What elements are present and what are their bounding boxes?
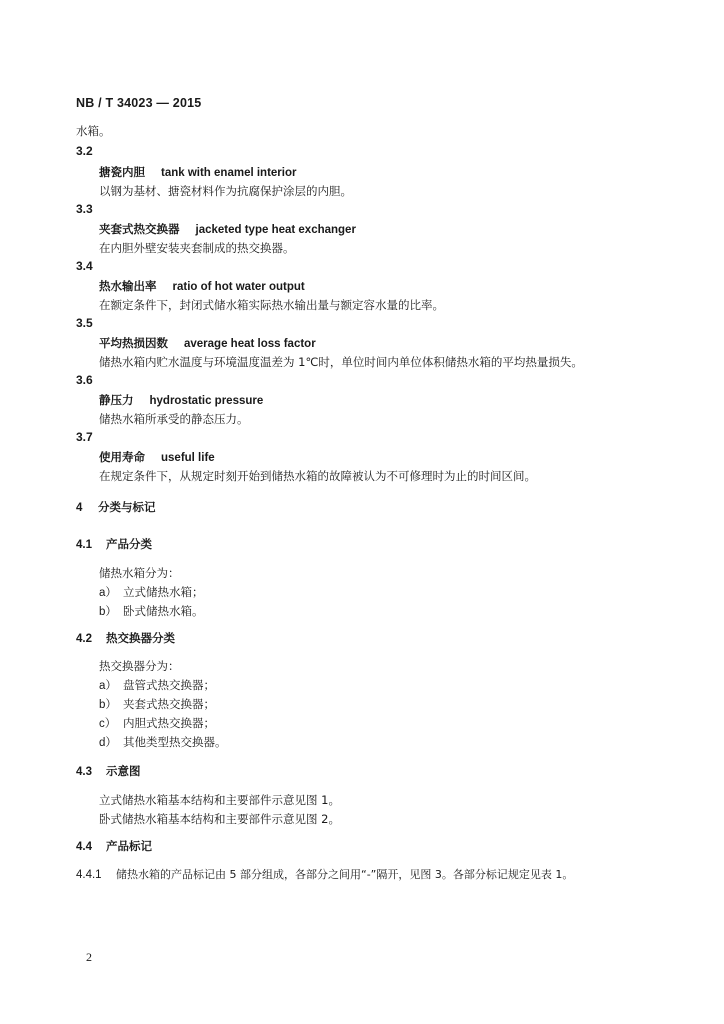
term-number: 3.7 xyxy=(76,430,93,444)
list-label: a） xyxy=(99,587,117,599)
term-definition: 在规定条件下，从规定时刻开始到储热水箱的故障被认为不可修理时为止的时间区间。 xyxy=(99,469,536,483)
term-title xyxy=(99,221,356,237)
list-label: d） xyxy=(99,737,117,749)
list-item xyxy=(99,677,215,693)
list-label: b） xyxy=(99,606,117,618)
term-title xyxy=(99,335,316,351)
list-intro: 储热水箱分为： xyxy=(99,566,180,580)
list-label: a） xyxy=(99,680,117,692)
term-title xyxy=(99,164,296,180)
term-zh: 静压力 xyxy=(99,393,134,407)
subsection-number: 4.1 xyxy=(76,539,92,551)
term-zh: 搪瓷内胆 xyxy=(99,165,145,179)
term-number: 3.6 xyxy=(76,373,93,387)
subsection-title: 示意图 xyxy=(106,764,141,778)
subsection-heading xyxy=(76,630,175,646)
document-header: NB / T 34023 — 2015 xyxy=(76,96,202,110)
list-item xyxy=(99,734,227,750)
paragraph-line: 卧式储热水箱基本结构和主要部件示意见图 2。 xyxy=(99,812,340,826)
term-zh: 热水输出率 xyxy=(99,279,157,293)
term-definition: 储热水箱内贮水温度与环境温度温差为 1℃时，单位时间内单位体积储热水箱的平均热量损失。 xyxy=(99,355,583,369)
subsection-heading xyxy=(76,536,152,552)
subsection-title: 产品分类 xyxy=(106,537,152,551)
list-item xyxy=(99,715,215,731)
term-number: 3.2 xyxy=(76,144,93,158)
list-item xyxy=(99,584,204,600)
term-en: useful life xyxy=(161,452,215,464)
term-number: 3.4 xyxy=(76,259,93,273)
list-text: 卧式储热水箱。 xyxy=(123,604,204,618)
list-label: b） xyxy=(99,699,117,711)
clause-text: 储热水箱的产品标记由 5 部分组成，各部分之间用“-”隔开，见图 3。各部分标记规定见表 1。 xyxy=(116,868,574,881)
term-zh: 夹套式热交换器 xyxy=(99,222,180,236)
term-definition: 在额定条件下，封闭式储水箱实际热水输出量与额定容水量的比率。 xyxy=(99,298,444,312)
section-heading xyxy=(76,499,156,515)
term-en: ratio of hot water output xyxy=(172,281,305,293)
term-title xyxy=(99,278,305,294)
subsection-heading xyxy=(76,838,152,854)
term-number: 3.3 xyxy=(76,202,93,216)
term-en: jacketed type heat exchanger xyxy=(195,224,356,236)
paragraph-line: 立式储热水箱基本结构和主要部件示意见图 1。 xyxy=(99,793,340,807)
list-text: 立式储热水箱； xyxy=(123,585,204,599)
list-intro: 热交换器分为： xyxy=(99,659,180,673)
term-definition: 储热水箱所承受的静态压力。 xyxy=(99,412,249,426)
list-text: 夹套式热交换器； xyxy=(123,697,215,711)
subsection-number: 4.3 xyxy=(76,766,92,778)
term-en: average heat loss factor xyxy=(184,338,316,350)
list-text: 盘管式热交换器； xyxy=(123,678,215,692)
clause-number: 4.4.1 xyxy=(76,869,102,881)
clause-paragraph xyxy=(76,866,648,882)
term-definition: 以钢为基材、搪瓷材料作为抗腐保护涂层的内胆。 xyxy=(99,184,352,198)
term-definition: 在内胆外壁安装夹套制成的热交换器。 xyxy=(99,241,295,255)
term-title xyxy=(99,392,263,408)
term-en: tank with enamel interior xyxy=(161,167,297,179)
subsection-number: 4.2 xyxy=(76,633,92,645)
list-text: 其他类型热交换器。 xyxy=(123,735,227,749)
list-label: c） xyxy=(99,718,117,730)
term-zh: 使用寿命 xyxy=(99,450,145,464)
section-number: 4 xyxy=(76,502,83,514)
term-en: hydrostatic pressure xyxy=(149,395,264,407)
subsection-title: 热交换器分类 xyxy=(106,631,175,645)
subsection-number: 4.4 xyxy=(76,841,92,853)
continuation-text: 水箱。 xyxy=(76,124,111,138)
term-number: 3.5 xyxy=(76,316,93,330)
term-zh: 平均热损因数 xyxy=(99,336,168,350)
subsection-heading xyxy=(76,763,141,779)
page-number: 2 xyxy=(86,950,92,964)
term-title xyxy=(99,449,215,465)
subsection-title: 产品标记 xyxy=(106,839,152,853)
section-title: 分类与标记 xyxy=(98,500,156,514)
list-item xyxy=(99,696,215,712)
list-item xyxy=(99,603,204,619)
list-text: 内胆式热交换器； xyxy=(123,716,215,730)
